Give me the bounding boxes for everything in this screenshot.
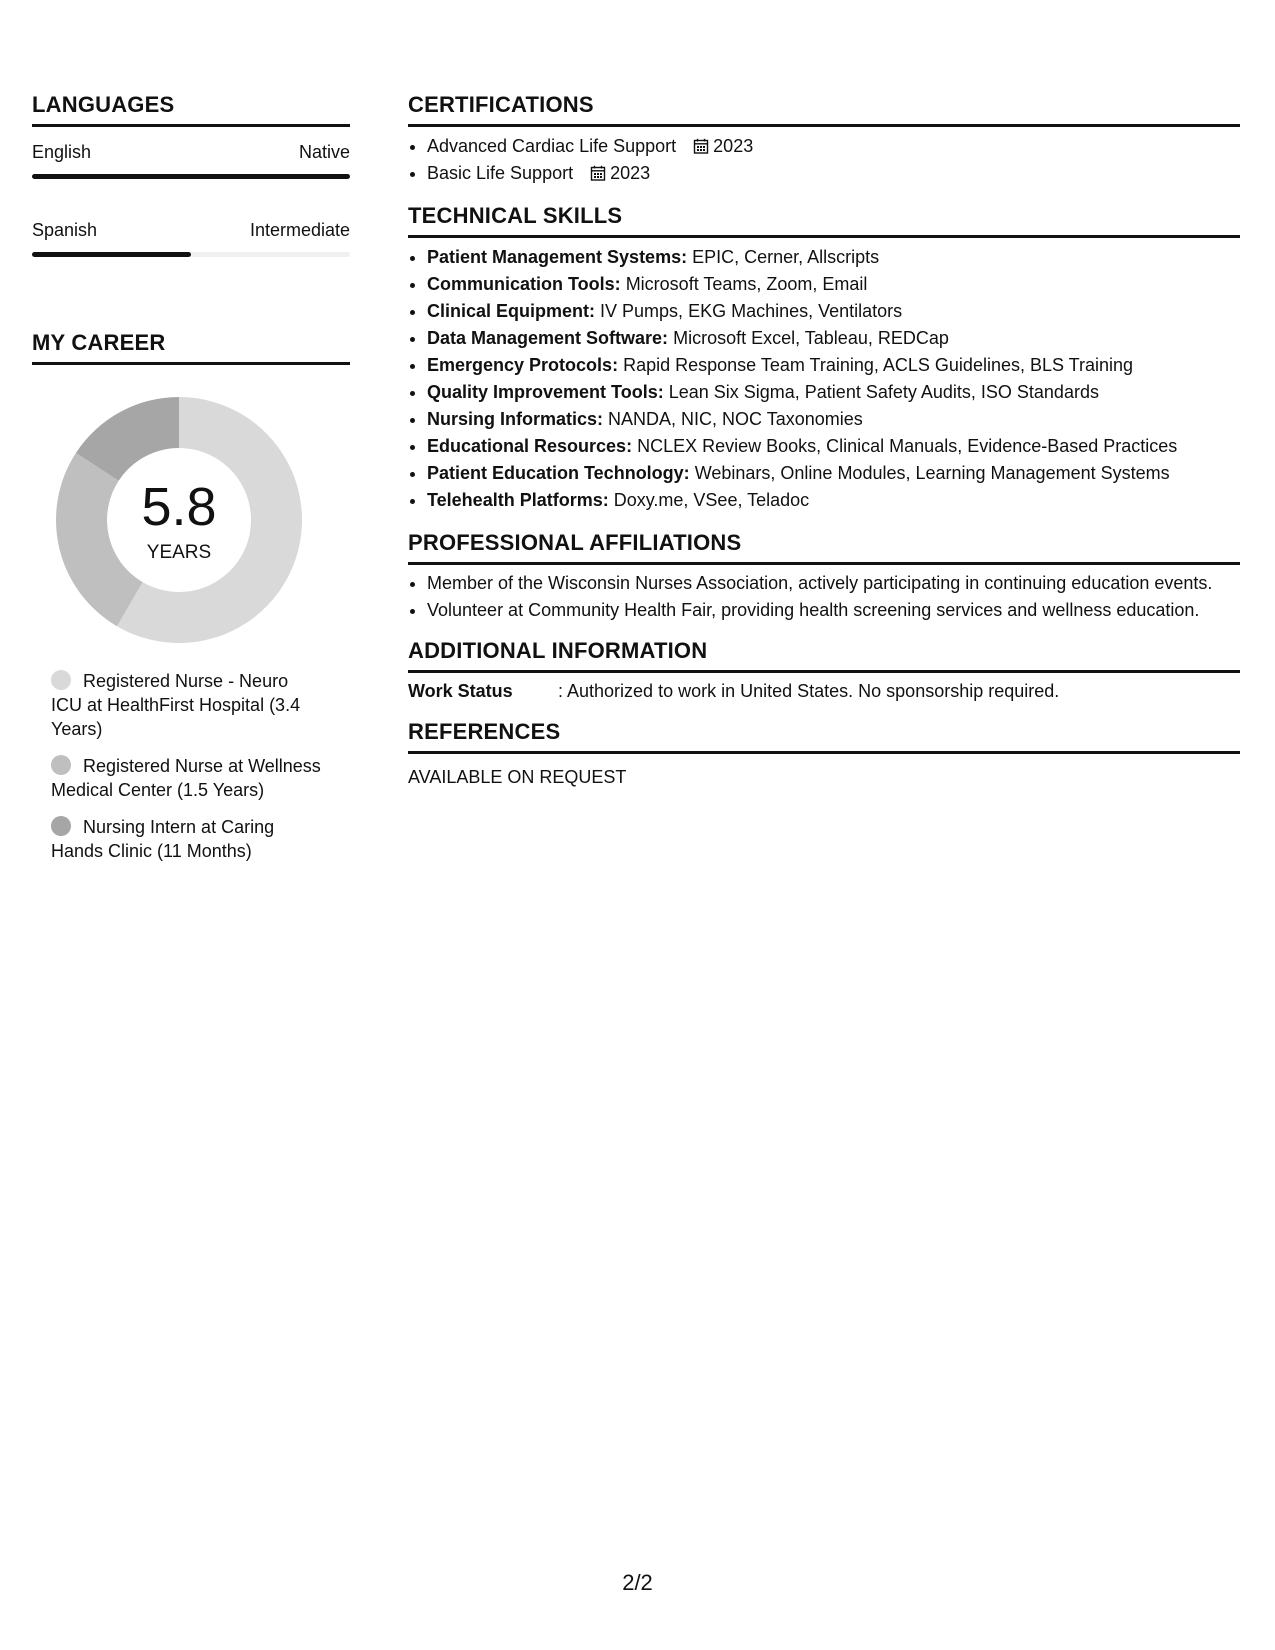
- work-status-value: : Authorized to work in United States. No sponsorship required.: [558, 681, 1060, 701]
- certifications-list: [408, 133, 1240, 187]
- left-column: [32, 92, 350, 876]
- affiliation-item: • Volunteer at Community Health Fair, providing health screening services and wellness education.: [427, 598, 1240, 622]
- references-text: AVAILABLE ON REQUEST: [408, 767, 627, 787]
- certification-item: [427, 133, 1240, 160]
- affiliations-heading: PROFESSIONAL AFFILIATIONS: [408, 530, 1240, 565]
- language-level: Native: [298, 142, 350, 162]
- calendar-icon: [590, 165, 606, 181]
- legend-dot: [51, 816, 71, 836]
- language-level: Intermediate: [249, 220, 350, 240]
- skill-label: Emergency Protocols:: [427, 355, 619, 375]
- references-heading: REFERENCES: [408, 719, 1240, 754]
- skill-item: [427, 271, 1240, 298]
- skill-value: Rapid Response Team Training, ACLS Guidelines, BLS Training: [623, 355, 1134, 375]
- skill-item: [427, 487, 1240, 514]
- language-spanish: [32, 219, 350, 257]
- skill-value: Webinars, Online Modules, Learning Management Systems: [694, 463, 1170, 483]
- career-total-unit: YEARS: [146, 542, 212, 563]
- right-column: [408, 92, 1240, 789]
- skill-item: [427, 433, 1240, 460]
- legend-item: [51, 754, 321, 802]
- career-heading: MY CAREER: [32, 330, 350, 365]
- career-total-value: 5.8: [141, 477, 217, 537]
- donut-center: [56, 397, 302, 643]
- career-legend: [51, 669, 321, 863]
- skill-label: Data Management Software:: [427, 328, 669, 348]
- affiliation-item: • Member of the Wisconsin Nurses Association, actively participating in continuing education events.: [427, 571, 1240, 595]
- skill-label: Nursing Informatics:: [427, 409, 604, 429]
- skill-label: Communication Tools:: [427, 274, 621, 294]
- skill-value: Microsoft Excel, Tableau, REDCap: [673, 328, 949, 348]
- affiliations-list: [408, 571, 1240, 622]
- skill-item: [427, 352, 1240, 379]
- skill-item: [427, 325, 1240, 352]
- certification-year: 2023: [610, 163, 651, 183]
- calendar-icon: [693, 138, 709, 154]
- legend-label: Nursing Intern at Caring Hands Clinic (11 Months): [51, 817, 275, 861]
- skill-label: Clinical Equipment:: [427, 301, 596, 321]
- additional-info-heading: ADDITIONAL INFORMATION: [408, 638, 1240, 673]
- skill-item: [427, 406, 1240, 433]
- work-status-row: [408, 679, 1240, 703]
- skill-value: EPIC, Cerner, Allscripts: [692, 247, 880, 267]
- language-proficiency-bar: [32, 174, 350, 179]
- legend-item: [51, 815, 321, 863]
- languages-heading: LANGUAGES: [32, 92, 350, 127]
- language-proficiency-bar: [32, 252, 350, 257]
- legend-item: [51, 669, 321, 741]
- legend-dot: [51, 670, 71, 690]
- language-name: English: [32, 142, 92, 162]
- legend-label: Registered Nurse - Neuro ICU at HealthFirst Hospital (3.4 Years): [51, 671, 301, 739]
- career-donut-chart: [56, 397, 302, 643]
- technical-skills-list: [408, 244, 1240, 514]
- certification-item: [427, 160, 1240, 187]
- skill-value: NCLEX Review Books, Clinical Manuals, Evidence-Based Practices: [637, 436, 1178, 456]
- certification-year: 2023: [713, 136, 754, 156]
- skill-value: Doxy.me, VSee, Teladoc: [613, 490, 810, 510]
- skill-value: NANDA, NIC, NOC Taxonomies: [608, 409, 863, 429]
- certifications-heading: CERTIFICATIONS: [408, 92, 1240, 127]
- language-english: [32, 141, 350, 179]
- skill-item: [427, 379, 1240, 406]
- certification-name: Basic Life Support: [427, 163, 574, 183]
- skill-label: Patient Education Technology:: [427, 463, 690, 483]
- skill-value: Lean Six Sigma, Patient Safety Audits, ISO Standards: [668, 382, 1099, 402]
- skill-value: IV Pumps, EKG Machines, Ventilators: [600, 301, 903, 321]
- page-number: 2/2: [622, 1570, 653, 1595]
- skill-value: Microsoft Teams, Zoom, Email: [625, 274, 868, 294]
- skill-item: [427, 298, 1240, 325]
- work-status-label: Work Status: [408, 681, 513, 701]
- skill-item: [427, 460, 1240, 487]
- skill-item: [427, 244, 1240, 271]
- skill-label: Educational Resources:: [427, 436, 633, 456]
- language-proficiency-fill: [32, 174, 350, 179]
- language-proficiency-fill: [32, 252, 191, 257]
- skill-label: Quality Improvement Tools:: [427, 382, 664, 402]
- legend-dot: [51, 755, 71, 775]
- language-name: Spanish: [32, 220, 98, 240]
- legend-label: Registered Nurse at Wellness Medical Center (1.5 Years): [51, 756, 321, 800]
- skill-label: Patient Management Systems:: [427, 247, 688, 267]
- certification-name: Advanced Cardiac Life Support: [427, 136, 677, 156]
- skill-label: Telehealth Platforms:: [427, 490, 609, 510]
- technical-skills-heading: TECHNICAL SKILLS: [408, 203, 1240, 238]
